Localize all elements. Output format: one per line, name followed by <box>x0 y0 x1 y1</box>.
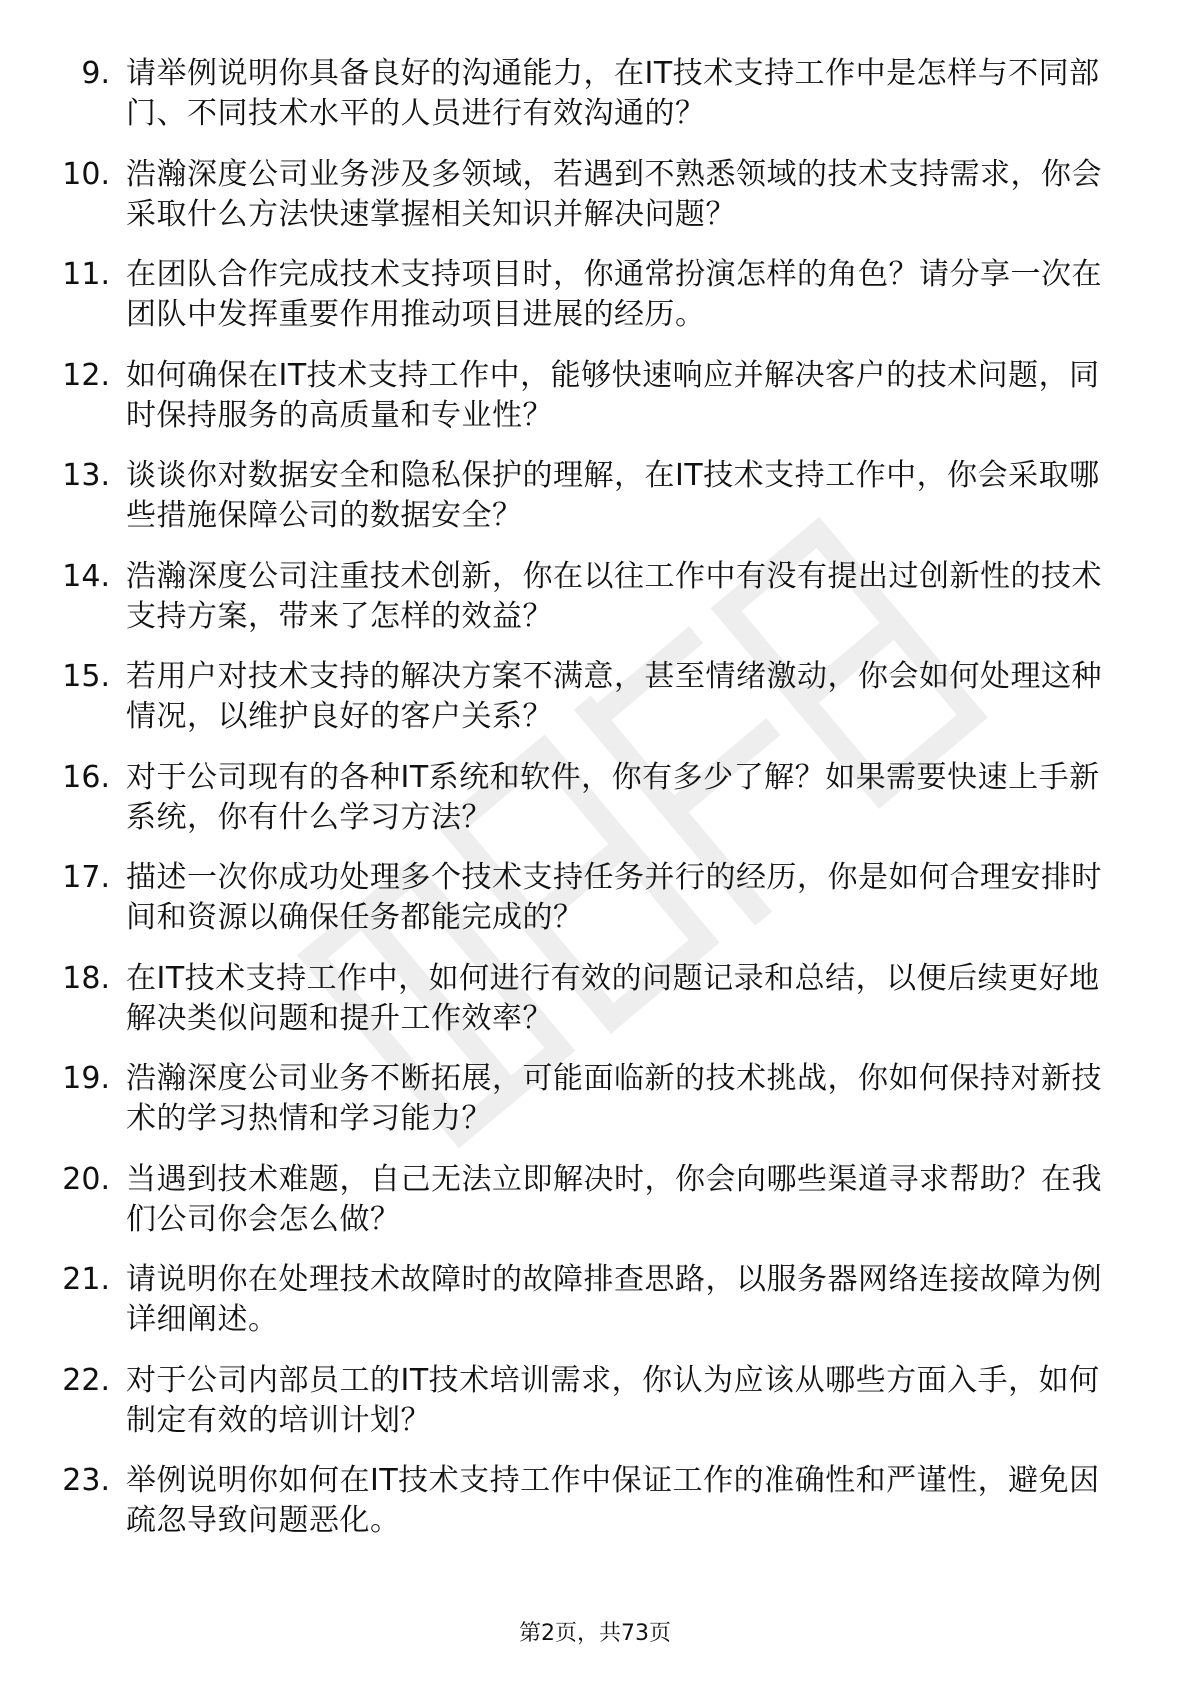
list-item <box>0 1049 1190 1149</box>
question-number: 22. <box>62 1362 110 1398</box>
list-item <box>0 44 1190 144</box>
question-number: 19. <box>62 1061 110 1096</box>
list-item <box>0 1351 1190 1451</box>
question-number: 13. <box>62 458 110 493</box>
list-item <box>0 1250 1190 1350</box>
question-number: 12. <box>62 357 110 393</box>
list-item <box>0 748 1190 848</box>
question-number: 11. <box>62 257 110 292</box>
question-text: 若用户对技术支持的解决方案不满意，甚至情绪激动，你会如何处理这种情况，以维护良好的客户关系？ <box>126 659 1102 734</box>
question-text: 请说明你在处理技术故障时的故障排查思路，以服务器网络连接故障为例详细阐述。 <box>126 1262 1102 1337</box>
question-text: 举例说明你如何在IT技术支持工作中保证工作的准确性和严谨性，避免因疏忽导致问题恶化。 <box>126 1463 1100 1538</box>
question-text: 对于公司现有的各种IT系统和软件，你有多少了解？如果需要快速上手新系统，你有什么学习方法？ <box>126 759 1100 835</box>
question-text: 对于公司内部员工的IT技术培训需求，你认为应该从哪些方面入手，如何制定有效的培训计划？ <box>126 1362 1100 1438</box>
question-number: 17. <box>62 860 110 895</box>
list-item <box>0 1451 1190 1551</box>
page-number: 第2页，共73页 <box>519 1621 671 1646</box>
question-text: 在IT技术支持工作中，如何进行有效的问题记录和总结，以便后续更好地解决类似问题和提升工作效率？ <box>126 960 1100 1036</box>
question-text: 浩瀚深度公司业务涉及多领域，若遇到不熟悉领域的技术支持需求，你会采取什么方法快速掌握相关知识并解决问题？ <box>126 156 1102 232</box>
list-item <box>0 848 1190 948</box>
list-item <box>0 245 1190 345</box>
question-text: 浩瀚深度公司注重技术创新，你在以往工作中有没有提出过创新性的技术支持方案，带来了怎样的效益？ <box>126 558 1102 634</box>
list-item <box>0 647 1190 747</box>
question-text: 在团队合作完成技术支持项目时，你通常扮演怎样的角色？请分享一次在团队中发挥重要作用推动项目进展的经历。 <box>126 257 1102 332</box>
question-number: 20. <box>62 1161 110 1197</box>
question-number: 15. <box>62 659 110 694</box>
question-text: 浩瀚深度公司业务不断拓展，可能面临新的技术挑战，你如何保持对新技术的学习热情和学习能力？ <box>126 1061 1102 1136</box>
question-text: 请举例说明你具备良好的沟通能力，在IT技术支持工作中是怎样与不同部门、不同技术水平的人员进行有效沟通的？ <box>126 56 1100 131</box>
list-item <box>0 547 1190 647</box>
list-item <box>0 446 1190 546</box>
question-list <box>0 44 1190 1552</box>
question-text: 描述一次你成功处理多个技术支持任务并行的经历，你是如何合理安排时间和资源以确保任务都能完成的？ <box>126 860 1102 935</box>
question-number: 21. <box>62 1262 110 1297</box>
question-number: 18. <box>62 960 110 996</box>
question-number: 10. <box>62 156 110 192</box>
list-item <box>0 145 1190 245</box>
list-item <box>0 1150 1190 1250</box>
question-text: 当遇到技术难题，自己无法立即解决时，你会向哪些渠道寻求帮助？在我们公司你会怎么做？ <box>126 1161 1102 1237</box>
question-number: 14. <box>62 558 110 594</box>
question-number: 23. <box>62 1463 110 1498</box>
question-number: 16. <box>62 759 110 795</box>
question-number: 9. <box>81 56 110 91</box>
list-item <box>0 346 1190 446</box>
question-text: 谈谈你对数据安全和隐私保护的理解，在IT技术支持工作中，你会采取哪些措施保障公司的数据安全？ <box>126 458 1100 533</box>
question-text: 如何确保在IT技术支持工作中，能够快速响应并解决客户的技术问题，同时保持服务的高质量和专业性？ <box>126 357 1100 433</box>
list-item <box>0 949 1190 1049</box>
